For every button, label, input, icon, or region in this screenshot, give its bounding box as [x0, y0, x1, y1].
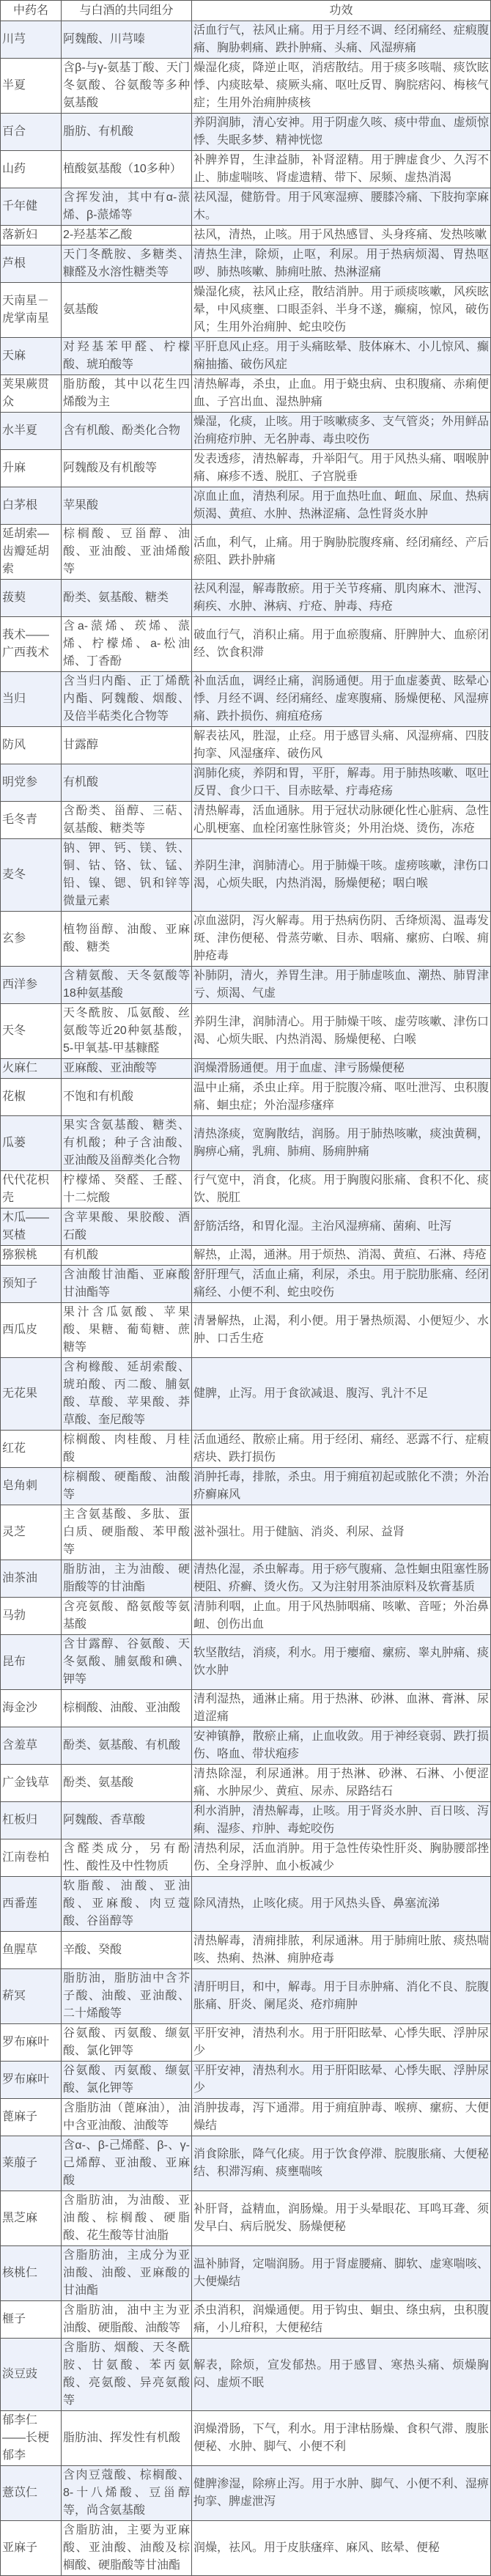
herb-row: [1, 114, 491, 151]
components-cell: 脂肪油，主为油酸、硬脂酸等的甘油酯: [62, 1560, 192, 1598]
herb-row: [1, 151, 491, 188]
herb-name-cell: 灵芝: [1, 1505, 62, 1560]
herb-row: [1, 1877, 491, 1932]
herb-name-cell: 西洋参: [1, 967, 62, 1004]
effects-cell: 清利湿热，通淋止痛。用于热淋、砂淋、血淋、膏淋、尿道涩痛: [192, 1690, 491, 1727]
herb-row: [1, 580, 491, 617]
herb-row: [1, 839, 491, 912]
herb-name-cell: 杠板归: [1, 1802, 62, 1839]
effects-cell: 润燥滑肠通便。用于血虚、津亏肠燥便秘: [192, 1059, 491, 1079]
herb-row: [1, 283, 491, 338]
herb-name-cell: 红花: [1, 1431, 62, 1468]
effects-cell: 养阴润肺，清心安神。用于阴虚久咳、痰中带血、虚烦惊悸、失眠多梦、精神恍惚: [192, 114, 491, 151]
column-header-herb-name: 中药名: [1, 1, 62, 21]
herb-name-cell: 花椒: [1, 1079, 62, 1116]
herb-name-cell: 莪术——广西莪术: [1, 617, 62, 672]
herb-name-cell: 川芎: [1, 21, 62, 59]
herb-row: [1, 764, 491, 802]
herb-name-cell: 皂角刺: [1, 1468, 62, 1505]
herb-row: [1, 2246, 491, 2301]
herb-row: [1, 2411, 491, 2466]
herb-name-cell: 防风: [1, 727, 62, 764]
effects-cell: 消肿托毒，排脓，杀虫。用于痈疽初起或脓化不溃；外治疥癣麻风: [192, 1468, 491, 1505]
herb-name-cell: 郁李仁——长梗郁李: [1, 2411, 62, 2466]
effects-cell: 平肝安神，清热利水。用于肝阳眩晕、心悸失眠、浮肿尿少: [192, 2062, 491, 2099]
components-cell: 植物甾醇、油酸、亚麻酸、糖类: [62, 912, 192, 967]
column-header-components: 与白酒的共同组分: [62, 1, 192, 21]
herb-row: [1, 727, 491, 764]
herb-row: [1, 487, 491, 525]
components-cell: 有机酸: [62, 764, 192, 802]
components-cell: 含肉豆蔻酸、棕榈酸、8-十八烯酸、豆甾醇等，尚含氨基酸: [62, 2466, 192, 2521]
components-cell: 含苹果酸、果胶酸、酒石酸: [62, 1208, 192, 1246]
herb-row: [1, 1303, 491, 1358]
herb-row: [1, 1171, 491, 1208]
herb-row: [1, 2024, 491, 2062]
effects-cell: 养阴生津，润肺清心。用于肺燥干咳。虚痨咳嗽，津伤口渴，心烦失眠，内热消渴，肠燥便秘；咽白喉: [192, 839, 491, 912]
herb-name-cell: 水半夏: [1, 413, 62, 450]
herb-row: [1, 1358, 491, 1431]
components-cell: 含脂肪、烟酸、天冬酰胺、甘氨酸、苯丙氨酸、亮氨酸、异亮氨酸等: [62, 2339, 192, 2411]
components-cell: 含油酸甘油酯、亚麻酸甘油酯等: [62, 1266, 192, 1303]
effects-cell: 清肺利咽，止血。用于风热肺咽痛、咳嗽、音哑；外治鼻衄、创伤出血: [192, 1598, 491, 1635]
herb-name-cell: 瓜蒌: [1, 1116, 62, 1171]
herb-row: [1, 1690, 491, 1727]
herb-row: [1, 912, 491, 967]
herb-row: [1, 338, 491, 375]
herb-row: [1, 1004, 491, 1059]
components-cell: 谷氨酸、丙氨酸、缬氨酸、氯化钾等: [62, 2062, 192, 2099]
herb-name-cell: 麦冬: [1, 839, 62, 912]
herb-name-cell: 罗布麻叶: [1, 2024, 62, 2062]
herb-name-cell: 预知子: [1, 1266, 62, 1303]
components-cell: 主含氨基酸、多肽、蛋白质、硬脂酸、苯甲酸等: [62, 1505, 192, 1560]
components-cell: 植酸氨基酸（10多种）: [62, 151, 192, 188]
components-cell: 有机酸: [62, 1246, 192, 1266]
herb-row: [1, 1635, 491, 1690]
herb-row: [1, 1598, 491, 1635]
components-cell: 阿魏酸及有机酸等: [62, 450, 192, 487]
herb-row: [1, 2339, 491, 2411]
herb-row: [1, 967, 491, 1004]
components-cell: 脂肪油、挥发性有机酸: [62, 2411, 192, 2466]
herb-row: [1, 2099, 491, 2136]
herb-row: [1, 1266, 491, 1303]
effects-cell: 发表透疹，清热解毒，升举阳气。用于风热头痛、咽喉肿痛、麻疹不透、脱肛、子宫脱垂: [192, 450, 491, 487]
effects-cell: 润肺化痰，养阴和胃，平肝，解毒。用于肺热咳嗽、呕吐反胃、食少口干、目赤眩晕、疔毒疮疡: [192, 764, 491, 802]
herb-name-cell: 火麻仁: [1, 1059, 62, 1079]
herb-name-cell: 毛冬青: [1, 802, 62, 839]
components-cell: 含挥发油，其中有α-蒎烯、β-蒎烯等: [62, 188, 192, 226]
herb-name-cell: 升麻: [1, 450, 62, 487]
herb-name-cell: 猕猴桃: [1, 1246, 62, 1266]
effects-cell: 安神镇静，散瘀止痛，止血收敛。用于神经衰弱、跌打损伤、咯血、带状疱疹: [192, 1727, 491, 1765]
effects-cell: 养阴生津，润肺清心。用于肺燥干咳、虚劳咳嗽、津伤口渴、心烦失眠、内热消渴、肠燥便秘、白喉: [192, 1004, 491, 1059]
components-cell: 棕榈酸、硬酯酸、油酸等: [62, 1468, 192, 1505]
herb-row: [1, 2301, 491, 2339]
herb-name-cell: 百合: [1, 114, 62, 151]
herb-name-cell: 马勃: [1, 1598, 62, 1635]
effects-cell: 祛风，清热，止咳。用于风热感冒、头身疼痛、发热咳嗽: [192, 226, 491, 246]
herb-row: [1, 1468, 491, 1505]
herb-row: [1, 1116, 491, 1171]
herb-row: [1, 802, 491, 839]
effects-cell: 补肺阴，清火，养胃生津。用于肺虚咳血、潮热、肺胃津亏、烦渴、气虚: [192, 967, 491, 1004]
components-cell: 辛酸、癸酸: [62, 1932, 192, 1969]
components-cell: 棕榈酸、豆甾醇、油酸、亚油酸、亚油烯酸等: [62, 525, 192, 580]
herb-name-cell: 核桃仁: [1, 2246, 62, 2301]
effects-cell: 除风清热，止咳化痰。用于风热头昏、鼻塞流涕: [192, 1877, 491, 1932]
components-cell: 苹果酸: [62, 487, 192, 525]
herb-name-cell: 木瓜——冥楂: [1, 1208, 62, 1246]
effects-cell: 温补肺肾，定喘润肠。用于肾虚腰痛、脚软、虚寒喘咳、大便燥结: [192, 2246, 491, 2301]
components-cell: 酚类、氨基酸、糖类: [62, 580, 192, 617]
herb-row: [1, 1727, 491, 1765]
components-cell: 含α-、β-己烯醛、β-、γ-己烯醇、亚油酸、亚麻酸: [62, 2136, 192, 2191]
components-cell: 阿魏酸、川芎嗪: [62, 21, 192, 59]
herb-name-cell: 代代花枳壳: [1, 1171, 62, 1208]
effects-cell: 温中止痛，杀虫止痒。用于脘腹冷痛、呕吐泄泻、虫积腹痛、蛔虫症；外治湿疹瘙痒: [192, 1079, 491, 1116]
components-cell: 棕榈酸、肉桂酸、月桂酸: [62, 1431, 192, 1468]
effects-cell: 滋补强壮。用于健脑、消炎、利尿、益肾: [192, 1505, 491, 1560]
herb-name-cell: 菥冥: [1, 1969, 62, 2024]
herb-row: [1, 1932, 491, 1969]
components-cell: 棕榈酸、油酸、亚油酸: [62, 1690, 192, 1727]
effects-cell: 消肿拔毒，泻下通滞。用于痈疽肿毒、喉痹、瘰疬、大便燥结: [192, 2099, 491, 2136]
herb-row: [1, 1079, 491, 1116]
herb-row: [1, 21, 491, 59]
components-cell: 含β-与γ-氨基丁酸、天门冬氨酸、谷氨酸等多种氨基酸: [62, 59, 192, 114]
column-header-effects: 功效: [192, 1, 491, 21]
effects-cell: 补肝肾，益精血，润肠燥。用于头晕眼花、耳鸣耳聋、须发早白、病后脱发、肠燥便秘: [192, 2191, 491, 2246]
effects-cell: 消食除胀，降气化痰。用于饮食停滞、脘腹胀痛、大便秘结、积滞泻痢、痰壅喘咳: [192, 2136, 491, 2191]
effects-cell: 清热利尿，活血消肿。用于急性传染性肝炎、胸胁腰部挫伤、全身浮肿、血小板减少: [192, 1839, 491, 1877]
effects-cell: 燥湿化痰，祛风止痉，散结消肿。用于顽痰咳嗽，风疾眩晕，中风痰壅、口眼歪斜、半身不遂，癫痫，惊风，破伤风；生用外治痈肿、蛇虫咬伤: [192, 283, 491, 338]
effects-cell: 润燥，祛风。用于皮肤瘙痒、麻风、眩晕、便秘: [192, 2521, 491, 2576]
herb-row: [1, 413, 491, 450]
effects-cell: 清热解毒，活血通脉。用于冠状动脉硬化性心脏病、急性心肌梗塞、血栓闭塞性脉管炎；外用治烧、烫伤，冻疮: [192, 802, 491, 839]
effects-cell: 杀虫消积，润燥通便。用于钩虫、蛔虫、绦虫病，虫积腹痛，小儿疳积，大便秘结: [192, 2301, 491, 2339]
effects-cell: 解表祛风，胜湿，止痉。用于感冒头痛、风湿痹痛、四肢拘挛、风湿瘙痒、破伤风: [192, 727, 491, 764]
herb-name-cell: 芦根: [1, 246, 62, 283]
components-cell: 氨基酸: [62, 283, 192, 338]
components-cell: 谷氨酸、丙氨酸、缬氨酸、氯化钾等: [62, 2024, 192, 2062]
herb-name-cell: 延胡索—齿瓣延胡索: [1, 525, 62, 580]
components-cell: 含亮氨酸、酪氨酸等氨基酸: [62, 1598, 192, 1635]
effects-cell: 清热涤痰，宽胸散结，润肠。用于肺热咳嗽，痰浊黄稠，胸痹心痛，乳痈、肺痈、肠痈肿痛: [192, 1116, 491, 1171]
header-row: [1, 1, 491, 21]
herb-name-cell: 鱼腥草: [1, 1932, 62, 1969]
herb-row: [1, 246, 491, 283]
herb-row: [1, 2521, 491, 2576]
effects-cell: 解热，止渴，通淋。用于烦热、消渴、黄疸、石淋、痔疮: [192, 1246, 491, 1266]
effects-cell: 平肝息风止痉。用于头痛眩晕、肢体麻木、小儿惊风、癫痫抽搐、破伤风症: [192, 338, 491, 375]
effects-cell: 平肝安神，清热利水。用于肝阳眩晕、心悸失眠、浮肿尿少: [192, 2024, 491, 2062]
herb-name-cell: 当归: [1, 672, 62, 727]
components-cell: 含甘露醇、谷氨酸、天冬氨酸、脯氨酸和碘、钾等: [62, 1635, 192, 1690]
herb-name-cell: 江南卷柏: [1, 1839, 62, 1877]
herb-name-cell: 山药: [1, 151, 62, 188]
components-cell: 果实含氨基酸、糖类、有机酸；种子含油酸、亚油酸及甾醇类化合物: [62, 1116, 192, 1171]
components-cell: 酚类、氨基酸: [62, 1765, 192, 1802]
herb-row: [1, 2466, 491, 2521]
components-cell: 对羟基苯甲醛、柠檬酸、琥珀酸等: [62, 338, 192, 375]
herb-name-cell: 广金钱草: [1, 1765, 62, 1802]
herb-name-cell: 昆布: [1, 1635, 62, 1690]
herb-name-cell: 落新妇: [1, 226, 62, 246]
effects-cell: 活血通经、散瘀止痛。用于经闭、痛经、恶露不行、症瘕痞块、跌打损伤: [192, 1431, 491, 1468]
components-cell: 含醛类成分，另有酚性、酸性及中性物质: [62, 1839, 192, 1877]
components-cell: 脂肪、有机酸: [62, 114, 192, 151]
effects-cell: 健脾，止泻。用于食欲减退、腹泻、乳汁不足: [192, 1358, 491, 1431]
table-body: [1, 21, 491, 2576]
herb-name-cell: 西番莲: [1, 1877, 62, 1932]
effects-cell: 健脾渗湿，除痹止泻。用于水肿、脚气、小便不利、湿痹拘挛、脾虚泄泻: [192, 2466, 491, 2521]
components-cell: 含脂肪油（蓖麻油），油中含亚油酸、油酸等: [62, 2099, 192, 2136]
herb-name-cell: 半夏: [1, 59, 62, 114]
components-cell: 含a-蒎烯、莰烯、蒎烯、柠檬烯、a-松油烯、丁香酚: [62, 617, 192, 672]
effects-cell: 解表，除烦，宣发郁热。用于感冒、寒热头痛、烦燥胸闷、虚烦不眠: [192, 2339, 491, 2411]
herb-name-cell: 油茶油: [1, 1560, 62, 1598]
herb-name-cell: 含羞草: [1, 1727, 62, 1765]
herb-row: [1, 2062, 491, 2099]
effects-cell: 清热除湿，利尿通淋。用于热淋、砂淋、石淋、小便涩痛、水肿尿少、黄疸、尿赤、尿路结石: [192, 1765, 491, 1802]
herb-name-cell: 蓖麻子: [1, 2099, 62, 2136]
effects-cell: 补脾养胃，生津益肺，补肾涩精。用于脾虚食少、久泻不止、肺虚喘咳、肾虚遗精、带下、尿频、虚热消渴: [192, 151, 491, 188]
effects-cell: 凉血止血，清热利尿。用于血热吐血、衄血、尿血、热病烦渴、黄疸、水肿、热淋涩痛、急性肾炎水肿: [192, 487, 491, 525]
effects-cell: 舒筋活络，和胃化湿。主治风湿痹痛、菌痢、吐泻: [192, 1208, 491, 1246]
herb-name-cell: 天麻: [1, 338, 62, 375]
effects-cell: 清热解毒，清痈排脓，利尿通淋。用于肺痈吐脓、痰热喘咳、热痢、热淋、痈肿疮毒: [192, 1932, 491, 1969]
components-cell: 天冬酰胺、瓜氨酸、丝氨酸等近20种氨基酸，5-甲氧基-甲基糠醛: [62, 1004, 192, 1059]
herb-row: [1, 1059, 491, 1079]
components-cell: 含脂肪油，为油酸、亚油酸、棕榈酸、硬脂酸、花生酸等甘油脂: [62, 2191, 192, 2246]
herb-name-cell: 天冬: [1, 1004, 62, 1059]
components-cell: 含脂肪油，油中主为亚油酸、硬脂酸、油酸等: [62, 2301, 192, 2339]
herb-row: [1, 226, 491, 246]
herb-row: [1, 1560, 491, 1598]
components-cell: 含脂肪油，主要为亚麻酸、亚油酸、油酸及棕榈酸、硬脂酸等甘油酯: [62, 2521, 192, 2576]
herb-row: [1, 188, 491, 226]
components-cell: 含有机酸、酚类化合物: [62, 413, 192, 450]
effects-cell: 舒肝理气，活血止痛，利尿，杀虫。用于脘肋胀痛、经闭痛经、小便不利、蛇虫咬伤: [192, 1266, 491, 1303]
components-cell: 含枸橼酸、延胡索酸、琥珀酸、丙二酸、脯氨酸、草酸、苹果酸、莽草酸、奎尼酸等: [62, 1358, 192, 1431]
effects-cell: 活血，利气，止痛。用于胸胁脘腹疼痛、经闭痛经、产后瘀阻、跌扑肿痛: [192, 525, 491, 580]
effects-cell: 行气宽中，消食，化痰。用于胸腹闷胀痛、食积不化、痰饮、脱肛: [192, 1171, 491, 1208]
herb-name-cell: 罗布麻叶: [1, 2062, 62, 2099]
herb-row: [1, 1246, 491, 1266]
components-cell: 含精氨酸、天冬氨酸等18种氨基酸: [62, 967, 192, 1004]
components-cell: 脂肪油，脂肪油中含芥子酸、油酸、亚油酸、二十烯酸等: [62, 1969, 192, 2024]
effects-cell: 清暑解热，止渴，利小便。用于暑热烦渴、小便短少、水肿、口舌生疮: [192, 1303, 491, 1358]
components-cell: 阿魏酸、香草酸: [62, 1802, 192, 1839]
herb-row: [1, 1839, 491, 1877]
herb-name-cell: 亚麻子: [1, 2521, 62, 2576]
herb-name-cell: 玄参: [1, 912, 62, 967]
effects-cell: 清热解毒，杀虫，止血。用于蛲虫病、虫积腹痛、赤痢便血、子宫出血、湿热肿痛: [192, 375, 491, 413]
herb-name-cell: 明党参: [1, 764, 62, 802]
effects-cell: 燥湿化痰，降逆止呕，消痞散结。用于痰多咳喘、痰饮眩悸、内痰眩晕、痰厥头痛、呕吐反胃、胸脘痞闷、梅核气症；生用外治痈肿痰核: [192, 59, 491, 114]
components-cell: 亚麻酸、亚油酸等: [62, 1059, 192, 1079]
effects-cell: 凉血滋阴，泻火解毒。用于热病伤阴、舌绛烦渴、温毒发斑、津伤便秘、骨蒸劳嗽、目赤、咽痛、瘰疬、白喉、痈肿疮毒: [192, 912, 491, 967]
herb-row: [1, 1505, 491, 1560]
components-cell: 柠檬烯、癸醛、壬醛、十二烷酸: [62, 1171, 192, 1208]
herb-name-cell: 海金沙: [1, 1690, 62, 1727]
components-cell: 含酚类、甾醇、三萜、氨基酸、糖类等: [62, 802, 192, 839]
components-cell: 酚类、氨基酸、有机酸: [62, 1727, 192, 1765]
effects-cell: 祛风利湿，解毒散瘀。用于关节疼痛、肌肉麻木、泄泻、痢疾、水肿、淋病、疔疮、肿毒、痔疮: [192, 580, 491, 617]
components-cell: 2-羟基苯乙酸: [62, 226, 192, 246]
herb-row: [1, 375, 491, 413]
herb-row: [1, 2136, 491, 2191]
herb-row: [1, 59, 491, 114]
herb-row: [1, 617, 491, 672]
effects-cell: 补血活血，调经止痛，润肠通便。用于血虚萎黄、眩晕心悸、月经不调、经闭痛经、虚寒腹痛、肠燥便秘、风湿痹痛、跌扑损伤、痈疽疮疡: [192, 672, 491, 727]
herb-name-cell: 黑芝麻: [1, 2191, 62, 2246]
effects-cell: 软坚散结，消痰，利水。用于瘿瘤、瘰疬、睾丸肿痛、痰饮水肿: [192, 1635, 491, 1690]
components-cell: 钠、钾、钙、镁、铁、铜、钴、铬、钛、锰、铅、镍、锶、钒和锌等微量元素: [62, 839, 192, 912]
effects-cell: 清热生津，除烦，止呕，利尿。用于热病烦渴、胃热呕哕、肺热咳嗽、肺痈吐脓、热淋涩痛: [192, 246, 491, 283]
herb-row: [1, 1208, 491, 1246]
effects-cell: 祛风湿，健筋骨。用于风寒湿痹、腰膝冷痛、下肢拘挛麻木。: [192, 188, 491, 226]
effects-cell: 清肝明目，和中，解毒。用于目赤肿痛、消化不良、脘腹胀痛、肝炎、阑尾炎、疮疖痈肿: [192, 1969, 491, 2024]
components-cell: 脂肪酸，其中以花生四烯酸为主: [62, 375, 192, 413]
herb-row: [1, 672, 491, 727]
effects-cell: 活血行气，祛风止痛。用于月经不调、经闭痛经、症瘕腹痛、胸胁刺痛、跌扑肿痛、头痛、风湿痹痛: [192, 21, 491, 59]
herb-name-cell: 天南星－虎掌南星: [1, 283, 62, 338]
effects-cell: 利水消肿，清热解毒，止咳。用于肾炎水肿、百日咳、泻痢、湿疹、疖肿、毒蛇咬伤: [192, 1802, 491, 1839]
herb-name-cell: 千年健: [1, 188, 62, 226]
components-cell: 天门冬酰胺、多糖类、糠醛及水溶性糖类等: [62, 246, 192, 283]
components-cell: 果汁含瓜氨酸、苹果酸、果糖、葡萄糖、蔗糖等: [62, 1303, 192, 1358]
herb-name-cell: 榧子: [1, 2301, 62, 2339]
herb-name-cell: 菝葜: [1, 580, 62, 617]
effects-cell: 润燥滑肠，下气，利水。用于津枯肠燥、食积气滞、腹胀便秘、水肿、脚气、小便不利: [192, 2411, 491, 2466]
herb-name-cell: 薏苡仁: [1, 2466, 62, 2521]
herb-name-cell: 莱菔子: [1, 2136, 62, 2191]
herb-name-cell: 西瓜皮: [1, 1303, 62, 1358]
herb-row: [1, 1802, 491, 1839]
herb-name-cell: 无花果: [1, 1358, 62, 1431]
herb-row: [1, 525, 491, 580]
herb-name-cell: 淡豆豉: [1, 2339, 62, 2411]
herb-name-cell: 荚果蕨贯众: [1, 375, 62, 413]
components-cell: 软脂酸、油酸、亚油酸、亚麻酸、肉豆蔻酸、谷甾醇等: [62, 1877, 192, 1932]
herb-row: [1, 1431, 491, 1468]
herb-row: [1, 1969, 491, 2024]
components-cell: 甘露醇: [62, 727, 192, 764]
components-cell: 含当归内酯、正丁烯酰内酯、阿魏酸、烟酸、及倍半萜类化合物等: [62, 672, 192, 727]
components-cell: 不饱和有机酸: [62, 1079, 192, 1116]
effects-cell: 清热化湿，杀虫解毒。用于痧气腹痛、急性蛔虫阻塞性肠梗阻、疥癣、烫火伤。又为注射用茶油原料及软膏基质: [192, 1560, 491, 1598]
effects-cell: 破血行气，消积止痛。用于血瘀腹痛、肝脾肿大、血瘀闭经、饮食积滞: [192, 617, 491, 672]
herb-row: [1, 1765, 491, 1802]
components-cell: 含脂肪油，主成分为亚油酸、油酸、亚麻酸的甘油酯: [62, 2246, 192, 2301]
herb-name-cell: 白茅根: [1, 487, 62, 525]
herb-row: [1, 2191, 491, 2246]
herb-row: [1, 450, 491, 487]
effects-cell: 燥湿，化痰，止咳。用于咳嗽痰多、支气管炎；外用鲜品治痈疮疖肿、无名肿毒、毒虫咬伤: [192, 413, 491, 450]
